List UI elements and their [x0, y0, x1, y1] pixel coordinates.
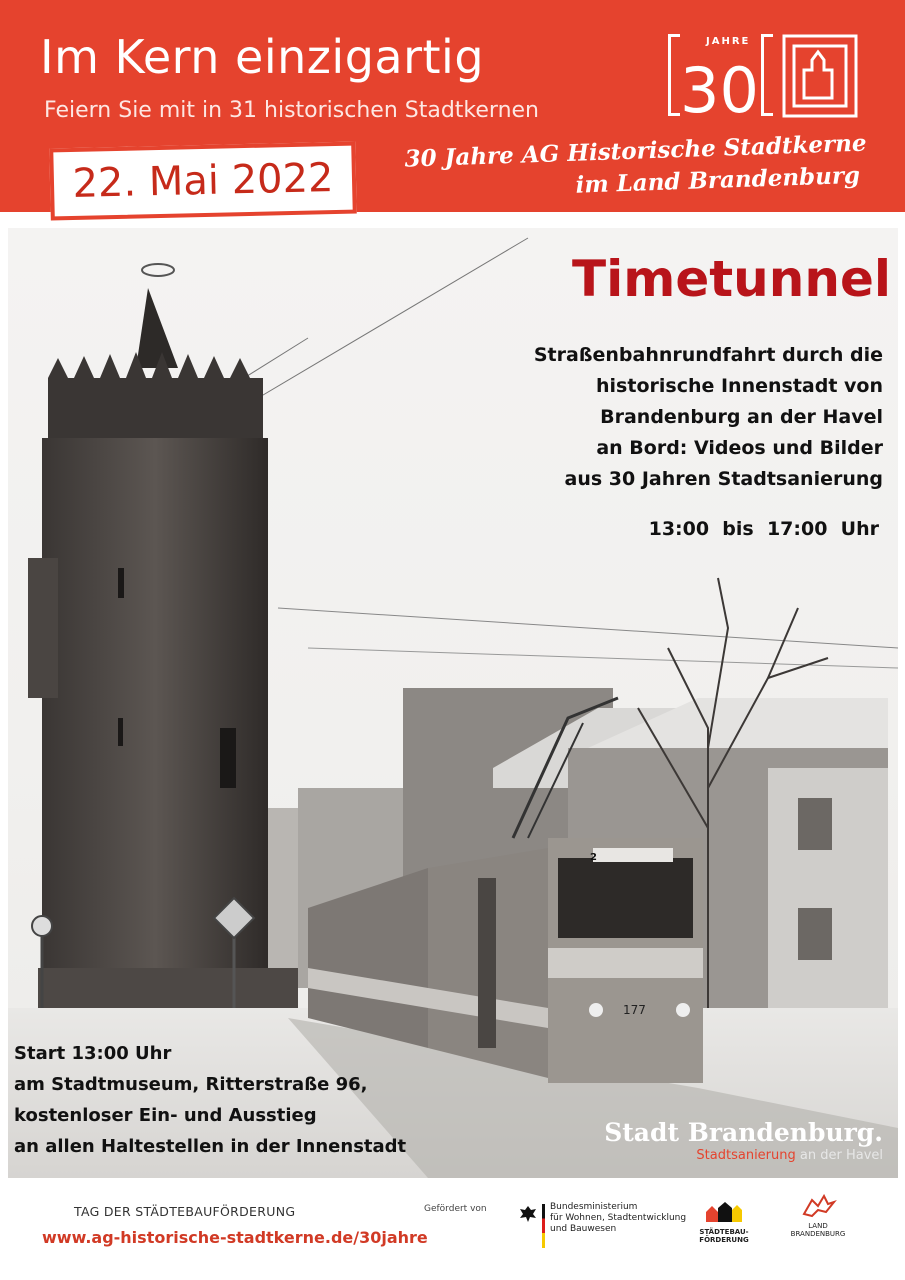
header-banner: [0, 0, 905, 212]
start-line: an allen Haltestellen in der Innenstadt: [14, 1136, 407, 1157]
event-description: [503, 340, 883, 495]
website-link[interactable]: www.ag-historische-stadtkerne.de/30jahre: [42, 1228, 428, 1247]
ministry-line: für Wohnen, Stadtentwicklung: [550, 1213, 687, 1223]
tram-line-number: 2: [590, 852, 597, 863]
ministry-logo: [518, 1200, 687, 1260]
flag-stripe: [542, 1204, 545, 1248]
sponsor-label: Gefördert von: [424, 1204, 487, 1214]
footer: [0, 1180, 905, 1280]
start-line: am Stadtmuseum, Ritterstraße 96,: [14, 1074, 368, 1095]
sbf-line: FÖRDERUNG: [699, 1236, 749, 1244]
anniversary-logo: [666, 30, 862, 120]
description-line: an Bord: Videos und Bilder: [596, 437, 883, 459]
main-title: Im Kern einzigartig: [40, 30, 485, 84]
sbf-line: STÄDTEBAU-: [699, 1228, 749, 1236]
logo-small-text: JAHRE: [706, 36, 751, 47]
stadt-sub: [604, 1148, 883, 1163]
ministry-text: [550, 1202, 686, 1235]
land-line: LAND: [808, 1222, 828, 1230]
start-info: [14, 1038, 406, 1162]
description-line: Brandenburg an der Havel: [600, 406, 883, 428]
eagle-icon: [518, 1204, 538, 1224]
stadt-sub-red: Stadtsanierung: [696, 1148, 796, 1163]
tagline: [404, 128, 867, 207]
land-line: BRANDENBURG: [790, 1230, 846, 1238]
land-brandenburg-logo: [778, 1194, 858, 1254]
description-line: historische Innenstadt von: [596, 375, 883, 397]
event-title: Timetunnel: [572, 250, 891, 308]
stadt-sub-rest: an der Havel: [795, 1148, 883, 1163]
stadt-name: Stadt Brandenburg.: [604, 1118, 883, 1147]
tagline-line2: im Land Brandenburg: [575, 161, 861, 199]
start-line: kostenloser Ein- und Ausstieg: [14, 1105, 317, 1126]
event-date: 22. Mai 2022: [72, 155, 334, 207]
houses-icon: [704, 1200, 744, 1224]
subtitle: Feiern Sie mit in 31 historischen Stadtkernen: [44, 98, 539, 123]
footer-tag: TAG DER STÄDTEBAUFÖRDERUNG: [74, 1204, 296, 1219]
tagline-line1: 30 Jahre AG Historische Stadtkerne: [404, 129, 867, 173]
event-time: 13:00 bis 17:00 Uhr: [648, 518, 879, 540]
eagle-icon: [798, 1194, 838, 1218]
tram-number: 177: [623, 1003, 646, 1017]
ministry-line: Bundesministerium: [550, 1202, 638, 1212]
date-box: [49, 142, 357, 221]
description-line: aus 30 Jahren Stadtsanierung: [564, 468, 883, 490]
logo-number: 30: [680, 54, 759, 120]
staedtebaufoerderung-logo: [694, 1200, 754, 1260]
ministry-line: und Bauwesen: [550, 1224, 617, 1234]
stadt-brandenburg-logo: [604, 1118, 883, 1163]
description-line: Straßenbahnrundfahrt durch die: [533, 344, 883, 366]
start-line: Start 13:00 Uhr: [14, 1043, 172, 1064]
